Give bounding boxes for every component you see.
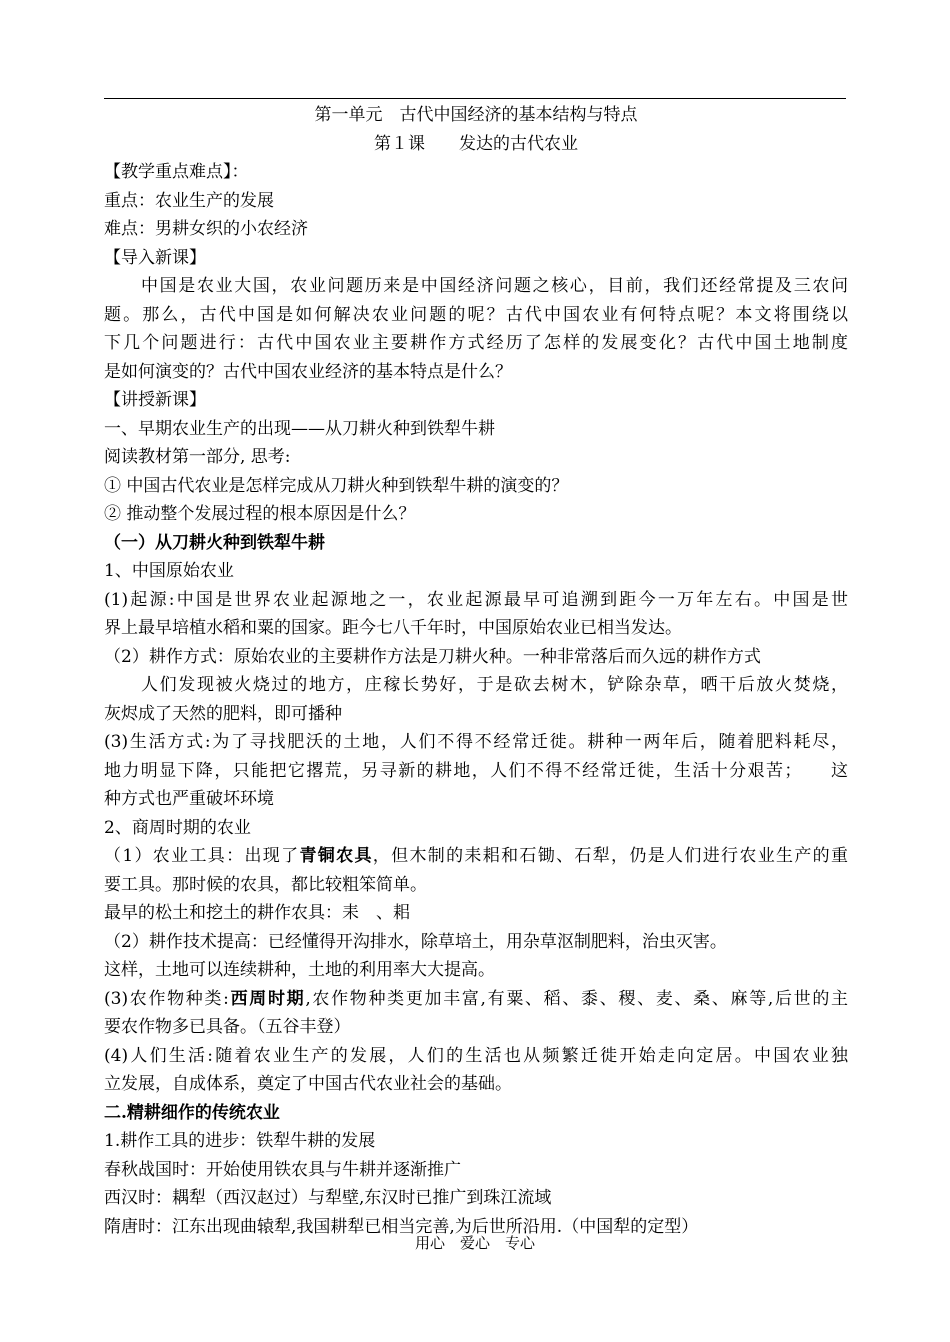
page-footer: 用心 爱心 专心: [414, 1234, 535, 1252]
paragraph-line: 界上最早培植水稻和粟的国家。距今七八千年时，中国原始农业已相当发达。: [104, 618, 682, 638]
paragraph-line: 隋唐时：江东出现曲辕犁,我国耕犁已相当完善,为后世所沿用.（中国犁的定型）: [104, 1216, 699, 1237]
unit-title: 第一单元 古代中国经济的基本结构与特点: [314, 105, 638, 125]
text-run: ,农作物种类更加丰富,有粟、稻、黍、稷、麦、桑、麻等,后世的主: [305, 988, 848, 1009]
question-1: ① 中国古代农业是怎样完成从刀耕火种到铁犁牛耕的演变的？: [104, 475, 569, 496]
paragraph-line: [104, 985, 848, 1014]
paragraph-line: 要工具。那时候的农具，都比较粗笨简单。: [104, 874, 427, 895]
section-1-title: 一、早期农业生产的出现——从刀耕火种到铁犁牛耕: [104, 418, 495, 439]
point-1-title: 1、中国原始农业: [104, 561, 234, 581]
focus-difficult: 难点：男耕女织的小农经济: [104, 219, 308, 239]
bold-term: 西周时期: [228, 988, 306, 1009]
intro-paragraph-line: 题。那么，古代中国是如何解决农业问题的呢？古代中国农业有何特点呢？本文将围绕以: [104, 304, 848, 325]
header-rule: [104, 98, 846, 99]
subsection-1-title: （一）从刀耕火种到铁犁牛耕: [104, 532, 325, 553]
paragraph-line: 人们发现被火烧过的地方，庄稼长势好，于是砍去树木，铲除杂草，晒干后放火焚烧，: [141, 675, 848, 695]
paragraph-line: (1)起源:中国是世界农业起源地之一，农业起源最早可追溯到距今一万年左右。中国是世: [104, 589, 848, 610]
focus-heading: 【教学重点难点】：: [104, 162, 249, 182]
paragraph-line: [104, 842, 848, 871]
paragraph-line: （2）耕作技术提高：已经懂得开沟排水，除草培土，用杂草沤制肥料，治虫灭害。: [104, 931, 727, 952]
focus-key: 重点：农业生产的发展: [104, 190, 274, 211]
intro-paragraph-line: 是如何演变的？古代中国农业经济的基本特点是什么？: [104, 361, 512, 382]
section-2-title: 二.精耕细作的传统农业: [104, 1102, 280, 1123]
paragraph-line: 最早的松土和挖土的耕作农具：耒 、耜: [104, 903, 410, 923]
paragraph-line: 春秋战国时：开始使用铁农具与牛耕并逐渐推广: [104, 1159, 461, 1180]
paragraph-line: 1.耕作工具的进步：铁犁牛耕的发展: [104, 1131, 376, 1151]
paragraph-line: (3)生活方式:为了寻找肥沃的土地，人们不得不经常迁徙。耕种一两年后，随着肥料耗尽，: [104, 732, 848, 752]
document-body: [104, 101, 848, 1241]
text-run: （1）农业工具：出现了: [104, 846, 300, 866]
paragraph-line: 这样，土地可以连续耕种，土地的利用率大大提高。: [104, 960, 495, 980]
paragraph-line: （2）耕作方式：原始农业的主要耕作方法是刀耕火种。一种非常落后而久远的耕作方式: [104, 646, 761, 667]
intro-paragraph-line: 下几个问题进行：古代中国农业主要耕作方式经历了怎样的发展变化？古代中国土地制度: [104, 333, 848, 353]
text-run: (3)农作物种类:: [104, 988, 229, 1009]
paragraph-line: 灰烬成了天然的肥料，即可播种: [104, 703, 342, 724]
bold-term: 青铜农具: [299, 846, 373, 866]
paragraph-line: 地力明显下降，只能把它撂荒，另寻新的耕地，人们不得不经常迁徙，生活十分艰苦； 这: [104, 760, 848, 781]
lesson-title: 第１课 发达的古代农业: [374, 133, 578, 154]
intro-heading: 【导入新课】: [104, 247, 206, 268]
section-1-reading: 阅读教材第一部分, 思考:: [104, 447, 291, 467]
intro-paragraph-line: 中国是农业大国，农业问题历来是中国经济问题之核心，目前，我们还经常提及三农问: [141, 276, 848, 296]
text-run: ，但木制的耒耜和石锄、石犁，仍是人们进行农业生产的重: [372, 846, 848, 866]
point-2-title: 2、商周时期的农业: [104, 817, 251, 838]
paragraph-line: (4)人们生活:随着农业生产的发展，人们的生活也从频繁迁徙开始走向定居。中国农业独: [104, 1045, 848, 1066]
lecture-heading: 【讲授新课】: [104, 390, 206, 410]
paragraph-line: 立发展，自成体系，奠定了中国古代农业社会的基础。: [104, 1074, 512, 1094]
paragraph-line: 要农作物多已具备。（五谷丰登）: [104, 1017, 351, 1037]
question-2: ② 推动整个发展过程的根本原因是什么？: [104, 504, 416, 524]
paragraph-line: 西汉时：耦犁（西汉赵过）与犁壁,东汉时已推广到珠江流域: [104, 1188, 552, 1208]
paragraph-line: 种方式也严重破坏环境: [104, 789, 274, 809]
